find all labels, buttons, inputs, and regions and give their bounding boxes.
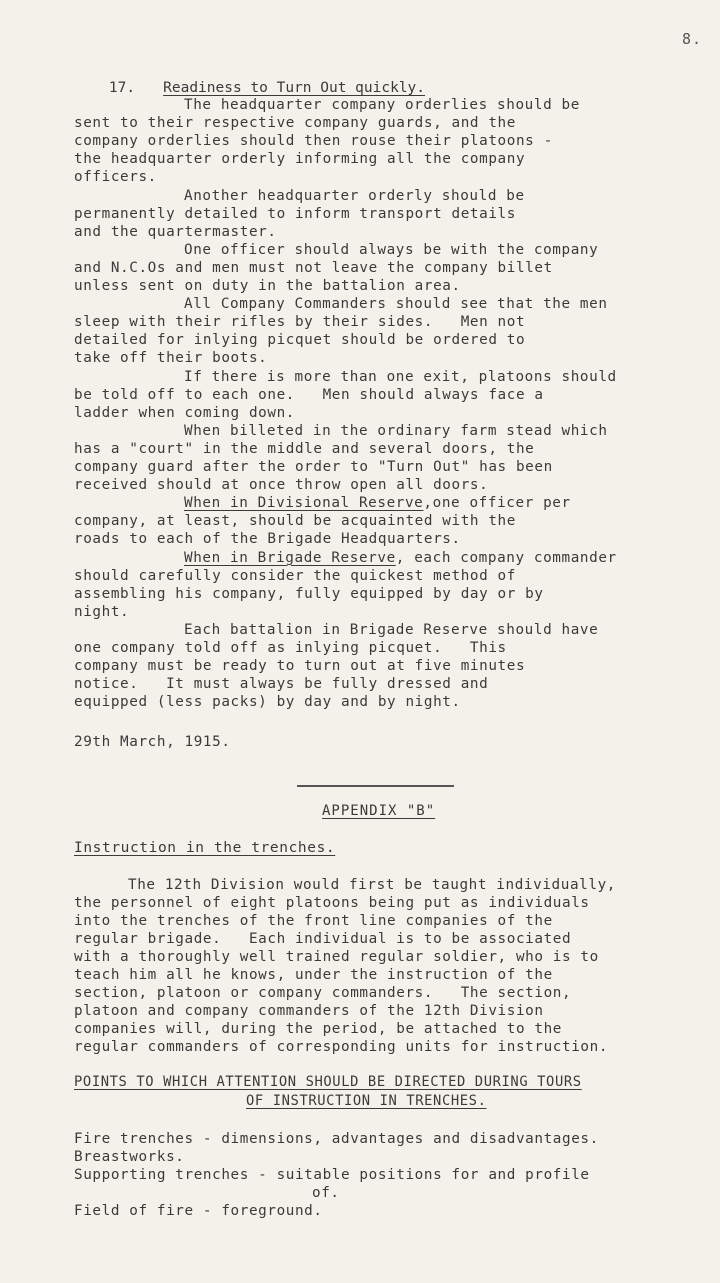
- instruction-line: section, platoon or company commanders. The section,: [74, 985, 572, 1001]
- body-line: When in Divisional Reserve,one officer per: [184, 495, 571, 512]
- instruction-line: regular commanders of corresponding units for instruction.: [74, 1039, 609, 1055]
- body-line: received should at once throw open all doors.: [74, 477, 489, 494]
- body-line: company, at least, should be acquainted with the: [74, 513, 516, 530]
- body-line: ladder when coming down.: [74, 404, 295, 421]
- points-heading-line-1: POINTS TO WHICH ATTENTION SHOULD BE DIRECTED DURING TOURS: [74, 1074, 582, 1090]
- body-line: All Company Commanders should see that the men: [184, 296, 608, 313]
- body-line: company must be ready to turn out at five minutes: [74, 658, 526, 675]
- body-line: Each battalion in Brigade Reserve should have: [184, 621, 599, 638]
- points-heading-line-2: OF INSTRUCTION IN TRENCHES.: [246, 1093, 487, 1109]
- body-line: officers.: [74, 169, 157, 186]
- body-line: should carefully consider the quickest method of: [74, 567, 516, 584]
- section-number: 17.: [108, 80, 136, 96]
- instruction-line: companies will, during the period, be attached to the: [74, 1021, 562, 1037]
- date-line-wrap: [0, 733, 720, 781]
- body-line: has a "court" in the middle and several doors, the: [74, 440, 535, 457]
- body-line: If there is more than one exit, platoons should: [184, 368, 617, 385]
- points-line: Field of fire - foreground.: [74, 1203, 323, 1219]
- body-line: night.: [74, 603, 130, 620]
- section-title: Readiness to Turn Out quickly.: [163, 80, 426, 96]
- points-line: Breastworks.: [74, 1149, 185, 1165]
- body-line: roads to each of the Brigade Headquarters.: [74, 531, 461, 548]
- body-line: one company told off as inlying picquet. This: [74, 640, 507, 656]
- body-line: equipped (less packs) by day and by night.: [74, 694, 461, 711]
- appendix-title: APPENDIX "B": [322, 803, 436, 819]
- page-number: 8.: [682, 30, 703, 48]
- body-line: and the quartermaster.: [74, 223, 277, 240]
- body-line: sleep with their rifles by their sides. Men not: [74, 314, 526, 331]
- body-line: and N.C.Os and men must not leave the company billet: [74, 259, 553, 276]
- points-line: of.: [312, 1185, 340, 1201]
- divider-rule: [297, 785, 454, 787]
- body-line: unless sent on duty in the battalion area.: [74, 278, 461, 294]
- body-line: One officer should always be with the company: [184, 241, 599, 258]
- instruction-line: The 12th Division would first be taught individually,: [128, 877, 616, 893]
- date-line: 29th March, 1915.: [74, 734, 231, 750]
- body-line: notice. It must always be fully dressed and: [74, 676, 489, 693]
- body-line: The headquarter company orderlies should be: [184, 97, 580, 113]
- body-line: When in Brigade Reserve, each company commander: [184, 549, 617, 566]
- body-line: permanently detailed to inform transport details: [74, 205, 516, 222]
- instruction-line: with a thoroughly well trained regular soldier, who is to: [74, 949, 599, 965]
- body-line: Another headquarter orderly should be: [184, 187, 525, 204]
- instruction-line: the personnel of eight platoons being put as individuals: [74, 895, 590, 911]
- body-line: the headquarter orderly informing all the company: [74, 151, 526, 168]
- instruction-line: regular brigade. Each individual is to be associated: [74, 931, 572, 947]
- instruction-line: platoon and company commanders of the 12th Division: [74, 1003, 544, 1019]
- instruction-line: into the trenches of the front line companies of the: [74, 913, 553, 929]
- body-line: assembling his company, fully equipped by day or by: [74, 585, 544, 602]
- instruction-line: teach him all he knows, under the instruction of the: [74, 967, 553, 983]
- body-line: take off their boots.: [74, 350, 268, 367]
- body-line: company guard after the order to "Turn Out" has been: [74, 459, 553, 475]
- instruction-heading: Instruction in the trenches.: [74, 840, 336, 856]
- body-line: When billeted in the ordinary farm stead which: [184, 422, 608, 439]
- body-line: detailed for inlying picquet should be ordered to: [74, 332, 526, 349]
- body-line: be told off to each one. Men should always face a: [74, 386, 544, 403]
- points-line: Supporting trenches - suitable positions for and profile: [74, 1167, 590, 1183]
- body-line: sent to their respective company guards, and the: [74, 115, 516, 132]
- points-heading: [74, 1074, 694, 1138]
- points-line: Fire trenches - dimensions, advantages and disadvantages.: [74, 1131, 599, 1147]
- body-line: company orderlies should then rouse their platoons -: [74, 133, 553, 150]
